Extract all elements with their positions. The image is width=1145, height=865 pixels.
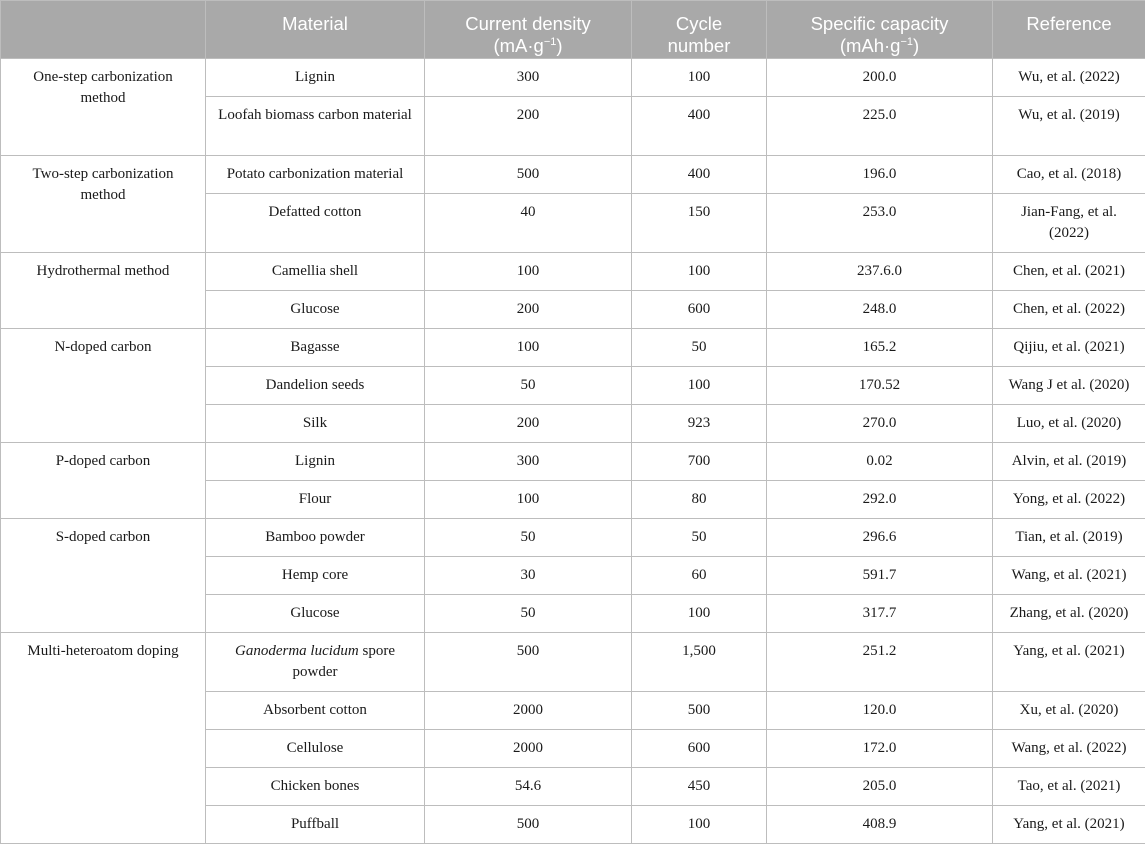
density-cell: 2000 (425, 730, 632, 768)
reference-cell: Xu, et al. (2020) (993, 692, 1145, 730)
material-species-italic: Ganoderma lucidum (235, 643, 359, 659)
density-cell: 100 (425, 329, 632, 367)
header-current-density-line2 (435, 35, 621, 57)
table-body (1, 59, 1145, 844)
material-species-rest: spore powder (292, 643, 395, 680)
cycles-cell: 700 (632, 443, 767, 481)
capacity-cell: 200.0 (767, 59, 993, 97)
capacity-cell: 270.0 (767, 405, 993, 443)
density-cell: 50 (425, 519, 632, 557)
header-material: Material (206, 1, 425, 59)
reference-cell: Wang, et al. (2021) (993, 557, 1145, 595)
density-cell: 200 (425, 405, 632, 443)
density-cell: 50 (425, 367, 632, 405)
density-cell: 300 (425, 59, 632, 97)
header-cycle-number (632, 1, 767, 59)
table-row (1, 253, 1145, 291)
header-cycle-line1: Cycle (675, 13, 723, 34)
table-row (1, 443, 1145, 481)
reference-cell: Jian-Fang, et al. (2022) (993, 194, 1145, 253)
capacity-cell: 251.2 (767, 633, 993, 692)
cycles-cell: 923 (632, 405, 767, 443)
cycles-cell: 80 (632, 481, 767, 519)
method-cell: Two-step carbonization method (1, 156, 206, 253)
capacity-cell: 205.0 (767, 768, 993, 806)
unit-exponent: −1 (900, 35, 914, 48)
density-cell: 200 (425, 97, 632, 156)
cycles-cell: 600 (632, 730, 767, 768)
reference-cell: Zhang, et al. (2020) (993, 595, 1145, 633)
reference-cell: Wu, et al. (2019) (993, 97, 1145, 156)
table-header (1, 1, 1145, 59)
density-cell: 500 (425, 806, 632, 844)
cycles-cell: 100 (632, 367, 767, 405)
density-cell: 30 (425, 557, 632, 595)
cycles-cell: 450 (632, 768, 767, 806)
density-cell: 54.6 (425, 768, 632, 806)
material-cell: Glucose (206, 595, 425, 633)
material-cell: Hemp core (206, 557, 425, 595)
unit-suffix: ) (913, 35, 920, 56)
material-cell: Chicken bones (206, 768, 425, 806)
reference-cell: Wu, et al. (2022) (993, 59, 1145, 97)
unit-prefix: (mA·g (493, 35, 544, 56)
density-cell: 50 (425, 595, 632, 633)
capacity-cell: 120.0 (767, 692, 993, 730)
capacity-cell: 172.0 (767, 730, 993, 768)
material-cell: Loofah biomass carbon material (206, 97, 425, 156)
reference-cell: Tao, et al. (2021) (993, 768, 1145, 806)
table-row (1, 59, 1145, 97)
material-cell: Cellulose (206, 730, 425, 768)
cycles-cell: 150 (632, 194, 767, 253)
capacity-cell: 591.7 (767, 557, 993, 595)
header-method (1, 1, 206, 59)
density-cell: 2000 (425, 692, 632, 730)
cycles-cell: 400 (632, 156, 767, 194)
unit-suffix: ) (556, 35, 563, 56)
material-cell: Dandelion seeds (206, 367, 425, 405)
density-cell: 100 (425, 253, 632, 291)
reference-cell: Alvin, et al. (2019) (993, 443, 1145, 481)
method-cell: One-step carbonization method (1, 59, 206, 156)
header-specific-capacity (767, 1, 993, 59)
material-cell: Puffball (206, 806, 425, 844)
material-cell: Silk (206, 405, 425, 443)
cycles-cell: 100 (632, 595, 767, 633)
reference-cell: Chen, et al. (2021) (993, 253, 1145, 291)
header-current-density (425, 1, 632, 59)
cycles-cell: 100 (632, 806, 767, 844)
reference-cell: Cao, et al. (2018) (993, 156, 1145, 194)
reference-cell: Yang, et al. (2021) (993, 633, 1145, 692)
density-cell: 500 (425, 156, 632, 194)
reference-cell: Tian, et al. (2019) (993, 519, 1145, 557)
material-cell: Defatted cotton (206, 194, 425, 253)
density-cell: 100 (425, 481, 632, 519)
material-cell: Lignin (206, 443, 425, 481)
unit-exponent: −1 (543, 35, 557, 48)
header-reference: Reference (993, 1, 1145, 59)
material-cell (206, 633, 425, 692)
unit-prefix: (mAh·g (839, 35, 901, 56)
reference-cell: Yong, et al. (2022) (993, 481, 1145, 519)
cycles-cell: 500 (632, 692, 767, 730)
cycles-cell: 400 (632, 97, 767, 156)
method-cell: Hydrothermal method (1, 253, 206, 329)
method-cell: P-doped carbon (1, 443, 206, 519)
header-current-density-line1: Current density (465, 13, 591, 34)
table-row (1, 633, 1145, 692)
cycles-cell: 1,500 (632, 633, 767, 692)
cycles-cell: 100 (632, 253, 767, 291)
reference-cell: Wang J et al. (2020) (993, 367, 1145, 405)
cycles-cell: 600 (632, 291, 767, 329)
material-cell: Absorbent cotton (206, 692, 425, 730)
density-cell: 500 (425, 633, 632, 692)
reference-cell: Wang, et al. (2022) (993, 730, 1145, 768)
density-cell: 200 (425, 291, 632, 329)
capacity-cell: 170.52 (767, 367, 993, 405)
material-cell: Lignin (206, 59, 425, 97)
header-cycle-line2: number (667, 35, 731, 56)
material-cell: Potato carbonization material (206, 156, 425, 194)
cycles-cell: 50 (632, 329, 767, 367)
capacity-cell: 296.6 (767, 519, 993, 557)
table-row (1, 329, 1145, 367)
density-cell: 300 (425, 443, 632, 481)
capacity-cell: 292.0 (767, 481, 993, 519)
capacity-cell: 248.0 (767, 291, 993, 329)
table-row (1, 156, 1145, 194)
method-cell: N-doped carbon (1, 329, 206, 443)
header-capacity-line2 (777, 35, 982, 57)
density-cell: 40 (425, 194, 632, 253)
cycles-cell: 60 (632, 557, 767, 595)
header-row (1, 1, 1145, 59)
material-cell: Bagasse (206, 329, 425, 367)
material-cell: Flour (206, 481, 425, 519)
capacity-cell: 317.7 (767, 595, 993, 633)
table-row (1, 519, 1145, 557)
cycles-cell: 50 (632, 519, 767, 557)
capacity-cell: 237.6.0 (767, 253, 993, 291)
header-capacity-line1: Specific capacity (810, 13, 949, 34)
capacity-cell: 0.02 (767, 443, 993, 481)
reference-cell: Yang, et al. (2021) (993, 806, 1145, 844)
capacity-cell: 225.0 (767, 97, 993, 156)
capacity-cell: 408.9 (767, 806, 993, 844)
material-cell: Camellia shell (206, 253, 425, 291)
method-cell: S-doped carbon (1, 519, 206, 633)
reference-cell: Qijiu, et al. (2021) (993, 329, 1145, 367)
reference-cell: Luo, et al. (2020) (993, 405, 1145, 443)
capacity-cell: 196.0 (767, 156, 993, 194)
material-cell: Glucose (206, 291, 425, 329)
material-cell: Bamboo powder (206, 519, 425, 557)
capacity-cell: 165.2 (767, 329, 993, 367)
cycles-cell: 100 (632, 59, 767, 97)
reference-cell: Chen, et al. (2022) (993, 291, 1145, 329)
capacity-cell: 253.0 (767, 194, 993, 253)
method-cell: Multi-heteroatom doping (1, 633, 206, 844)
